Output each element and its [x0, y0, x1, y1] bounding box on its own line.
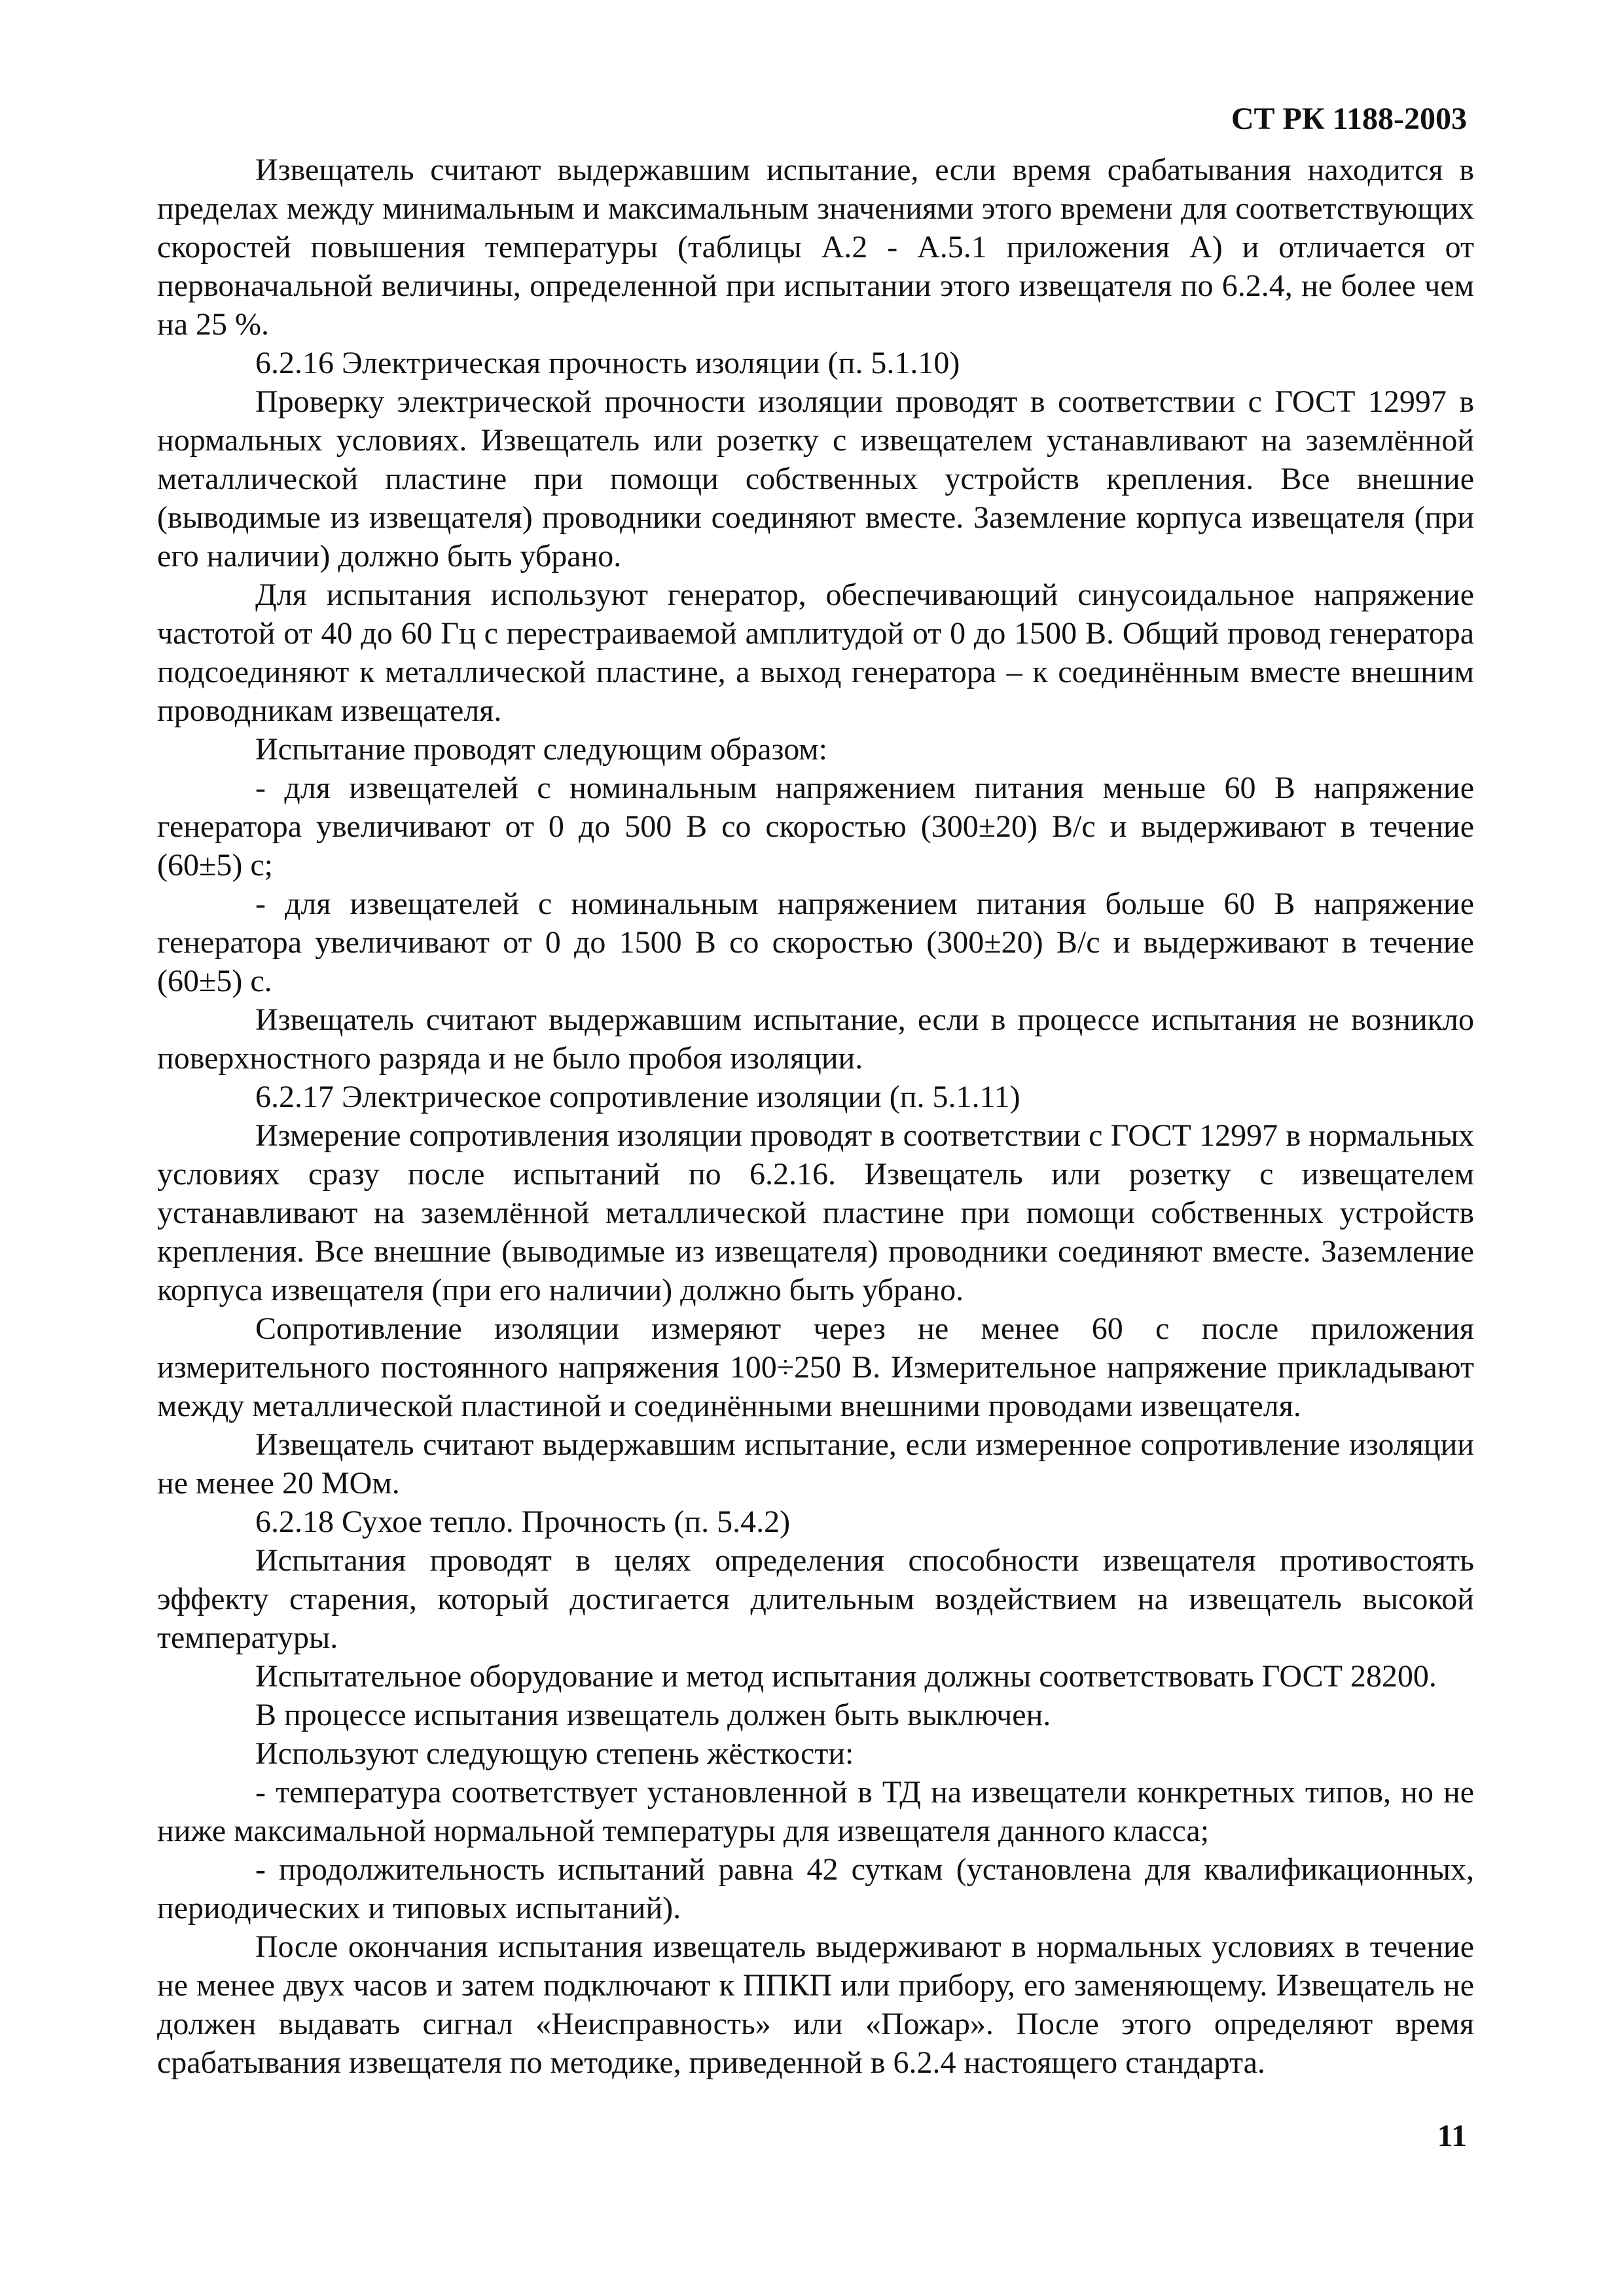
- paragraph: Извещатель считают выдержавшим испытание, если время срабатывания находится в пределах между минимальным и максимальным значениями этого времени для соответствующих скоростей повышения температуры (таблицы А.2 - А.5.1 приложения А) и отличается от первоначальной величины, определенной при испытании этого извещателя по 6.2.4, не более чем на 25 %.: [157, 153, 1474, 342]
- section-heading-6-2-17: 6.2.17 Электрическое сопротивление изоляции (п. 5.1.11): [255, 1080, 1020, 1114]
- paragraph: Испытание проводят следующим образом:: [255, 732, 828, 767]
- section-heading-6-2-18: 6.2.18 Сухое тепло. Прочность (п. 5.4.2): [255, 1504, 791, 1539]
- paragraph: Измерение сопротивления изоляции проводят в соответствии с ГОСТ 12997 в нормальных условиях сразу после испытаний по 6.2.16. Извещатель или розетку с извещателем устанавливают на заземлённой металлической пластине при помощи собственных устройств крепления. Все внешние (выводимые из извещателя) проводники соединяют вместе. Заземление корпуса извещателя (при его наличии) должно быть убрано.: [157, 1118, 1474, 1307]
- paragraph: В процессе испытания извещатель должен быть выключен.: [255, 1698, 1051, 1732]
- paragraph: Проверку электрической прочности изоляции проводят в соответствии с ГОСТ 12997 в нормальных условиях. Извещатель или розетку с извещателем устанавливают на заземлённой металлической пластине при помощи собственных устройств крепления. Все внешние (выводимые из извещателя) проводники соединяют вместе. Заземление корпуса извещателя (при его наличии) должно быть убрано.: [157, 384, 1474, 574]
- paragraph: Испытательное оборудование и метод испытания должны соответствовать ГОСТ 28200.: [255, 1659, 1437, 1694]
- page-number: 11: [1437, 2119, 1467, 2153]
- document-body: [157, 151, 1474, 2082]
- paragraph: Используют следующую степень жёсткости:: [255, 1736, 854, 1771]
- paragraph: Извещатель считают выдержавшим испытание, если в процессе испытания не возникло поверхностного разряда и не было пробоя изоляции.: [157, 1002, 1474, 1076]
- list-item: - для извещателей с номинальным напряжением питания меньше 60 В напряжение генератора увеличивают от 0 до 500 В со скоростью (300±20) В/с и выдерживают в течение (60±5) с;: [157, 771, 1474, 883]
- list-item: - для извещателей с номинальным напряжением питания больше 60 В напряжение генератора увеличивают от 0 до 1500 В со скоростью (300±20) В/с и выдерживают в течение (60±5) с.: [157, 886, 1474, 998]
- paragraph: Извещатель считают выдержавшим испытание, если измеренное сопротивление изоляции не менее 20 МОм.: [157, 1427, 1474, 1501]
- document-code-header: СТ РК 1188-2003: [1231, 101, 1467, 136]
- paragraph: Сопротивление изоляции измеряют через не менее 60 с после приложения измерительного постоянного напряжения 100÷250 В. Измерительное напряжение прикладывают между металлической пластиной и соединёнными внешними проводами извещателя.: [157, 1311, 1474, 1423]
- section-heading-6-2-16: 6.2.16 Электрическая прочность изоляции (п. 5.1.10): [255, 346, 960, 380]
- paragraph: После окончания испытания извещатель выдерживают в нормальных условиях в течение не менее двух часов и затем подключают к ППКП или прибору, его заменяющему. Извещатель не должен выдавать сигнал «Неисправность» или «Пожар». После этого определяют время срабатывания извещателя по методике, приведенной в 6.2.4 настоящего стандарта.: [157, 1929, 1474, 2080]
- paragraph: Для испытания используют генератор, обеспечивающий синусоидальное напряжение частотой от 40 до 60 Гц с перестраиваемой амплитудой от 0 до 1500 В. Общий провод генератора подсоединяют к металлической пластине, а выход генератора – к соединённым вместе внешним проводникам извещателя.: [157, 577, 1474, 728]
- list-item: - продолжительность испытаний равна 42 суткам (установлена для квалификационных, периодических и типовых испытаний).: [157, 1852, 1474, 1925]
- paragraph: Испытания проводят в целях определения способности извещателя противостоять эффекту старения, который достигается длительным воздействием на извещатель высокой температуры.: [157, 1543, 1474, 1655]
- list-item: - температура соответствует установленной в ТД на извещатели конкретных типов, но не ниже максимальной нормальной температуры для извещателя данного класса;: [157, 1775, 1474, 1848]
